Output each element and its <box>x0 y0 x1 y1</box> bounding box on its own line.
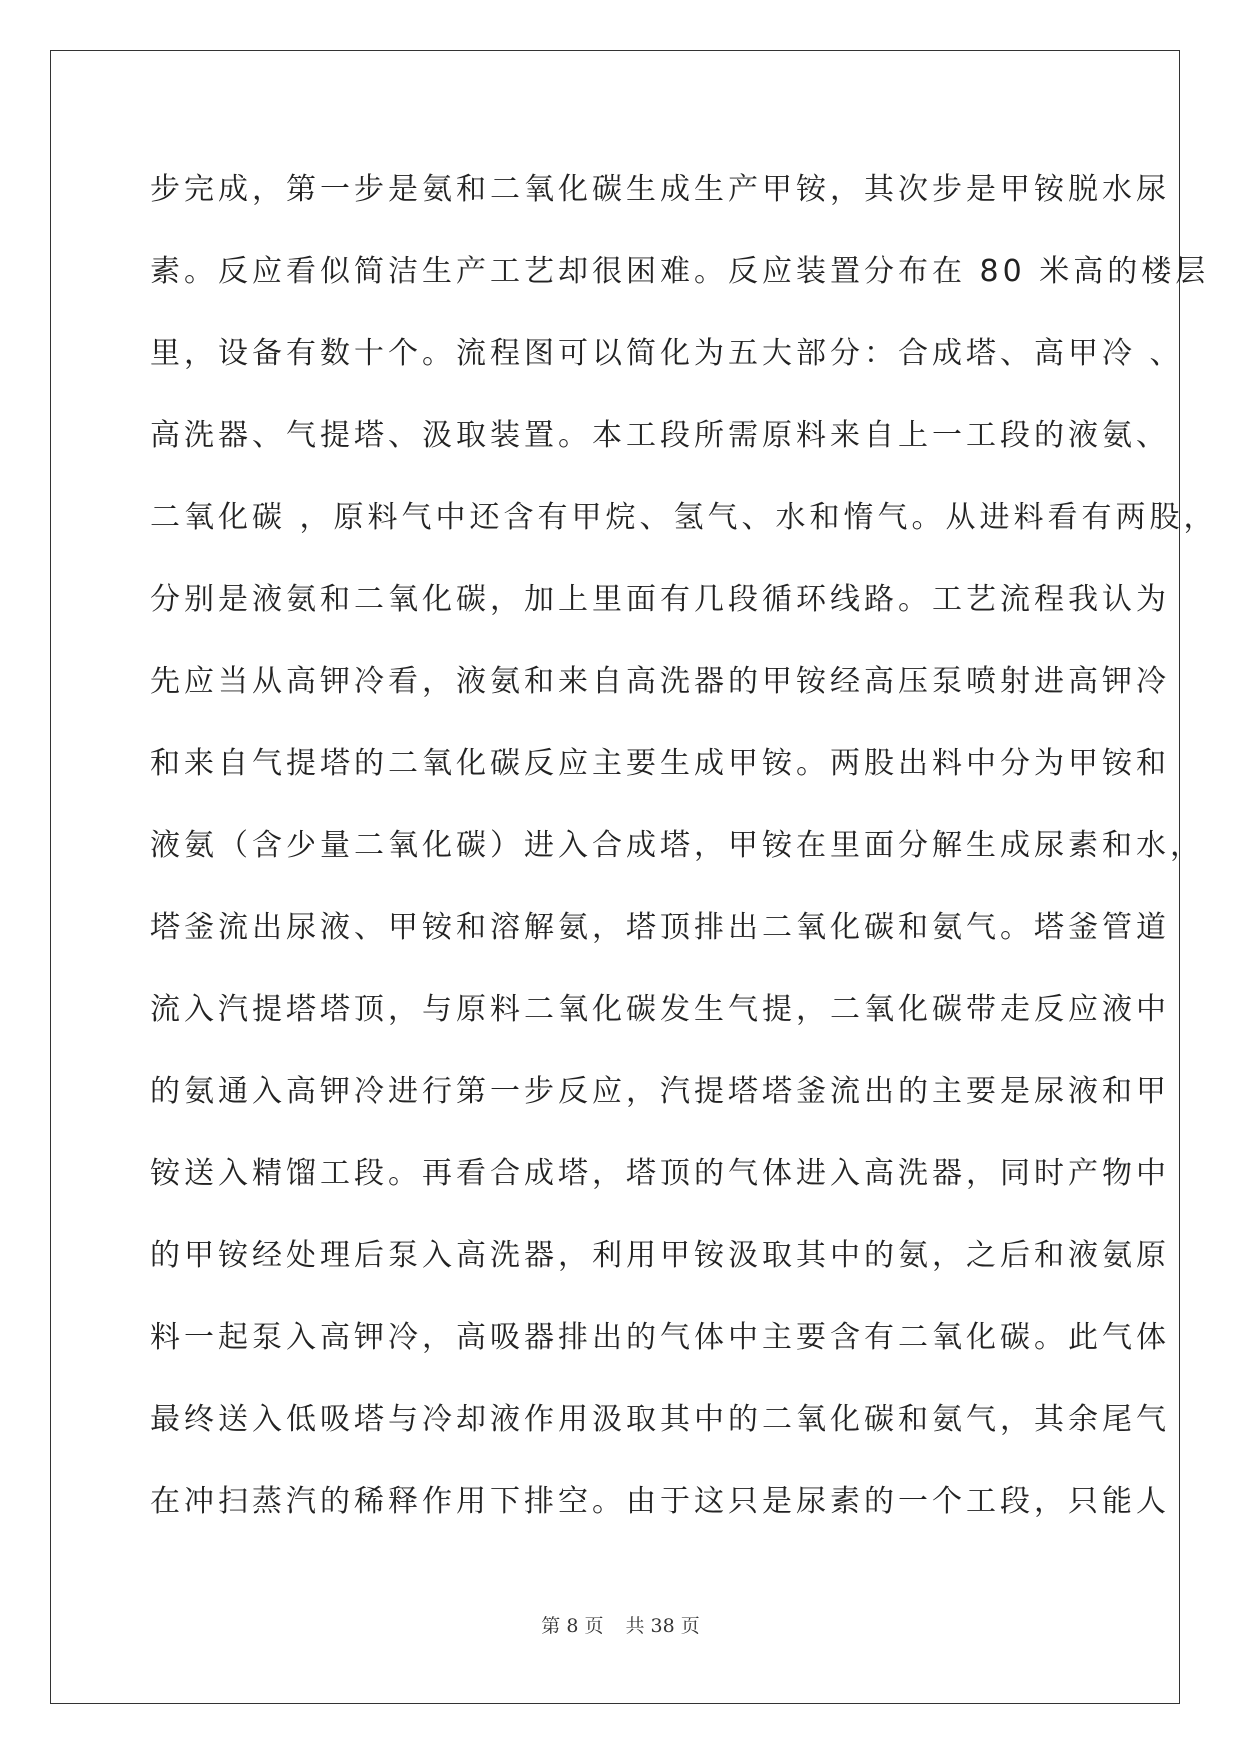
text-line: 在冲扫蒸汽的稀释作用下排空。由于这只是尿素的一个工段，只能人 <box>150 1484 1170 1519</box>
text-line: 液氨（含少量二氧化碳）进入合成塔，甲铵在里面分解生成尿素和水， <box>150 828 1204 863</box>
text-line: 先应当从高钾冷看，液氨和来自高洗器的甲铵经高压泵喷射进高钾冷 <box>150 664 1170 699</box>
text-line: 塔釜流出尿液、甲铵和溶解氨，塔顶排出二氧化碳和氨气。塔釜管道 <box>150 910 1170 945</box>
text-line: 高洗器、气提塔、汲取装置。本工段所需原料来自上一工段的液氨、 <box>150 418 1170 453</box>
page-footer <box>0 1611 1241 1638</box>
text-line: 二氧化碳 ，原料气中还含有甲烷、氢气、水和惰气。从进料看有两股， <box>150 500 1218 535</box>
text-line: 的氨通入高钾冷进行第一步反应，汽提塔塔釜流出的主要是尿液和甲 <box>150 1074 1170 1109</box>
text-line: 和来自气提塔的二氧化碳反应主要生成甲铵。两股出料中分为甲铵和 <box>150 746 1170 781</box>
text-line: 最终送入低吸塔与冷却液作用汲取其中的二氧化碳和氨气，其余尾气 <box>150 1402 1170 1437</box>
text-line: 分别是液氨和二氧化碳，加上里面有几段循环线路。工艺流程我认为 <box>150 582 1170 617</box>
text-line: 流入汽提塔塔顶，与原料二氧化碳发生气提，二氧化碳带走反应液中 <box>150 992 1170 1027</box>
text-line: 素。反应看似简洁生产工艺却很困难。反应装置分布在 80 米高的楼层 <box>150 254 1210 289</box>
text-line: 步完成，第一步是氨和二氧化碳生成生产甲铵，其次步是甲铵脱水尿 <box>150 172 1170 207</box>
page-total: 共 38 页 <box>625 1615 700 1637</box>
page-number: 第 8 页 <box>541 1615 604 1637</box>
text-line: 铵送入精馏工段。再看合成塔，塔顶的气体进入高洗器，同时产物中 <box>150 1156 1170 1191</box>
text-line: 里，设备有数十个。流程图可以简化为五大部分：合成塔、高甲冷 、 <box>150 336 1184 371</box>
text-line: 料一起泵入高钾冷，高吸器排出的气体中主要含有二氧化碳。此气体 <box>150 1320 1170 1355</box>
document-body <box>150 160 1218 1554</box>
text-line: 的甲铵经处理后泵入高洗器，利用甲铵汲取其中的氨，之后和液氨原 <box>150 1238 1170 1273</box>
